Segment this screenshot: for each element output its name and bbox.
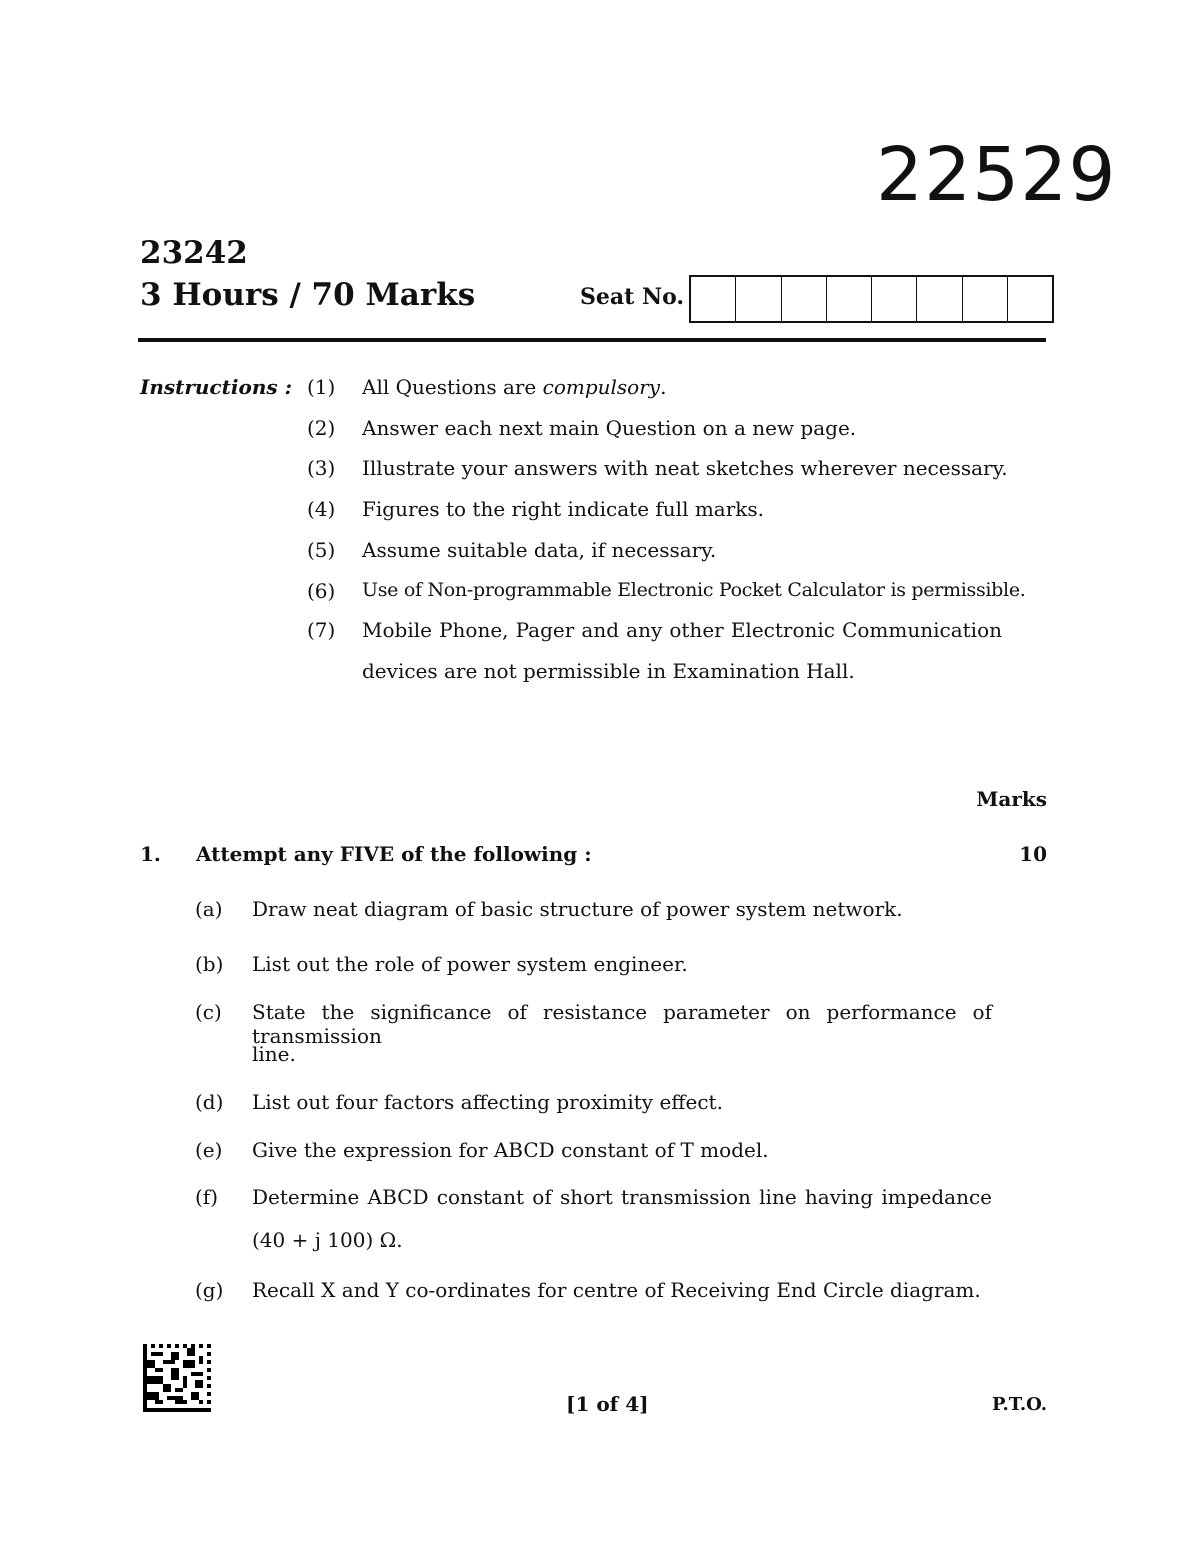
subquestion-label: (d) — [195, 1090, 224, 1114]
instruction-number: (4) — [307, 497, 336, 521]
instruction-number: (1) — [307, 375, 336, 399]
instruction-text-end: . — [660, 375, 667, 399]
subquestion-label: (a) — [195, 897, 223, 921]
subquestion-text: Give the expression for ABCD constant of T model. — [252, 1138, 769, 1162]
subquestion-label: (c) — [195, 1000, 222, 1024]
subquestion-label: (g) — [195, 1278, 224, 1302]
page-indicator: [1 of 4] — [566, 1392, 649, 1416]
instruction-text-emphasis: compulsory — [542, 375, 661, 399]
instruction-number: (5) — [307, 538, 336, 562]
instruction-number: (6) — [307, 579, 336, 603]
seat-box[interactable] — [736, 277, 781, 321]
datamatrix-barcode-icon — [143, 1344, 211, 1412]
seat-box[interactable] — [963, 277, 1008, 321]
subquestion-text-continued: (40 + j 100) Ω. — [252, 1228, 403, 1252]
header-divider — [138, 338, 1046, 342]
subject-code: 22529 — [876, 132, 1117, 218]
subquestion-text: List out four factors affecting proximity effect. — [252, 1090, 723, 1114]
instructions-label: Instructions : — [140, 375, 292, 399]
instruction-text-continued: devices are not permissible in Examination Hall. — [362, 659, 855, 683]
instruction-text: Use of Non-programmable Electronic Pocket Calculator is permissible. — [362, 579, 1026, 601]
subquestion-text: Recall X and Y co-ordinates for centre of Receiving End Circle diagram. — [252, 1278, 981, 1302]
paper-code: 23242 — [140, 235, 248, 271]
instruction-text: Assume suitable data, if necessary. — [362, 538, 717, 562]
subquestion-label: (f) — [195, 1185, 219, 1209]
instruction-text: Answer each next main Question on a new page. — [362, 416, 857, 440]
instruction-number: (2) — [307, 416, 336, 440]
seat-box[interactable] — [917, 277, 962, 321]
subquestion-label: (b) — [195, 952, 224, 976]
instruction-text-plain: All Questions are — [362, 375, 543, 399]
marks-column-heading: Marks — [976, 787, 1047, 811]
instruction-text — [362, 375, 1042, 399]
question-text: Attempt any FIVE of the following : — [196, 842, 592, 866]
instruction-number: (3) — [307, 456, 336, 480]
seat-box[interactable] — [827, 277, 872, 321]
question-number: 1. — [140, 842, 161, 866]
seat-box[interactable] — [872, 277, 917, 321]
instruction-text: Figures to the right indicate full marks. — [362, 497, 765, 521]
subquestion-text: State the significance of resistance parameter on performance of transmission — [252, 1000, 992, 1048]
instruction-text: Mobile Phone, Pager and any other Electronic Communication — [362, 618, 1002, 642]
duration-marks: 3 Hours / 70 Marks — [140, 277, 476, 313]
subquestion-text: Determine ABCD constant of short transmission line having impedance — [252, 1185, 992, 1209]
subquestion-label: (e) — [195, 1138, 223, 1162]
subquestion-text: Draw neat diagram of basic structure of power system network. — [252, 897, 903, 921]
seat-number-label: Seat No. — [580, 284, 685, 310]
seat-number-boxes[interactable] — [689, 275, 1054, 323]
instruction-text: Illustrate your answers with neat sketches wherever necessary. — [362, 456, 1008, 480]
seat-box[interactable] — [691, 277, 736, 321]
please-turn-over: P.T.O. — [991, 1394, 1047, 1415]
subquestion-text-continued: line. — [252, 1042, 296, 1066]
instruction-number: (7) — [307, 618, 336, 642]
seat-box[interactable] — [1008, 277, 1052, 321]
seat-box[interactable] — [782, 277, 827, 321]
question-marks: 10 — [1019, 842, 1047, 866]
subquestion-text: List out the role of power system engineer. — [252, 952, 688, 976]
